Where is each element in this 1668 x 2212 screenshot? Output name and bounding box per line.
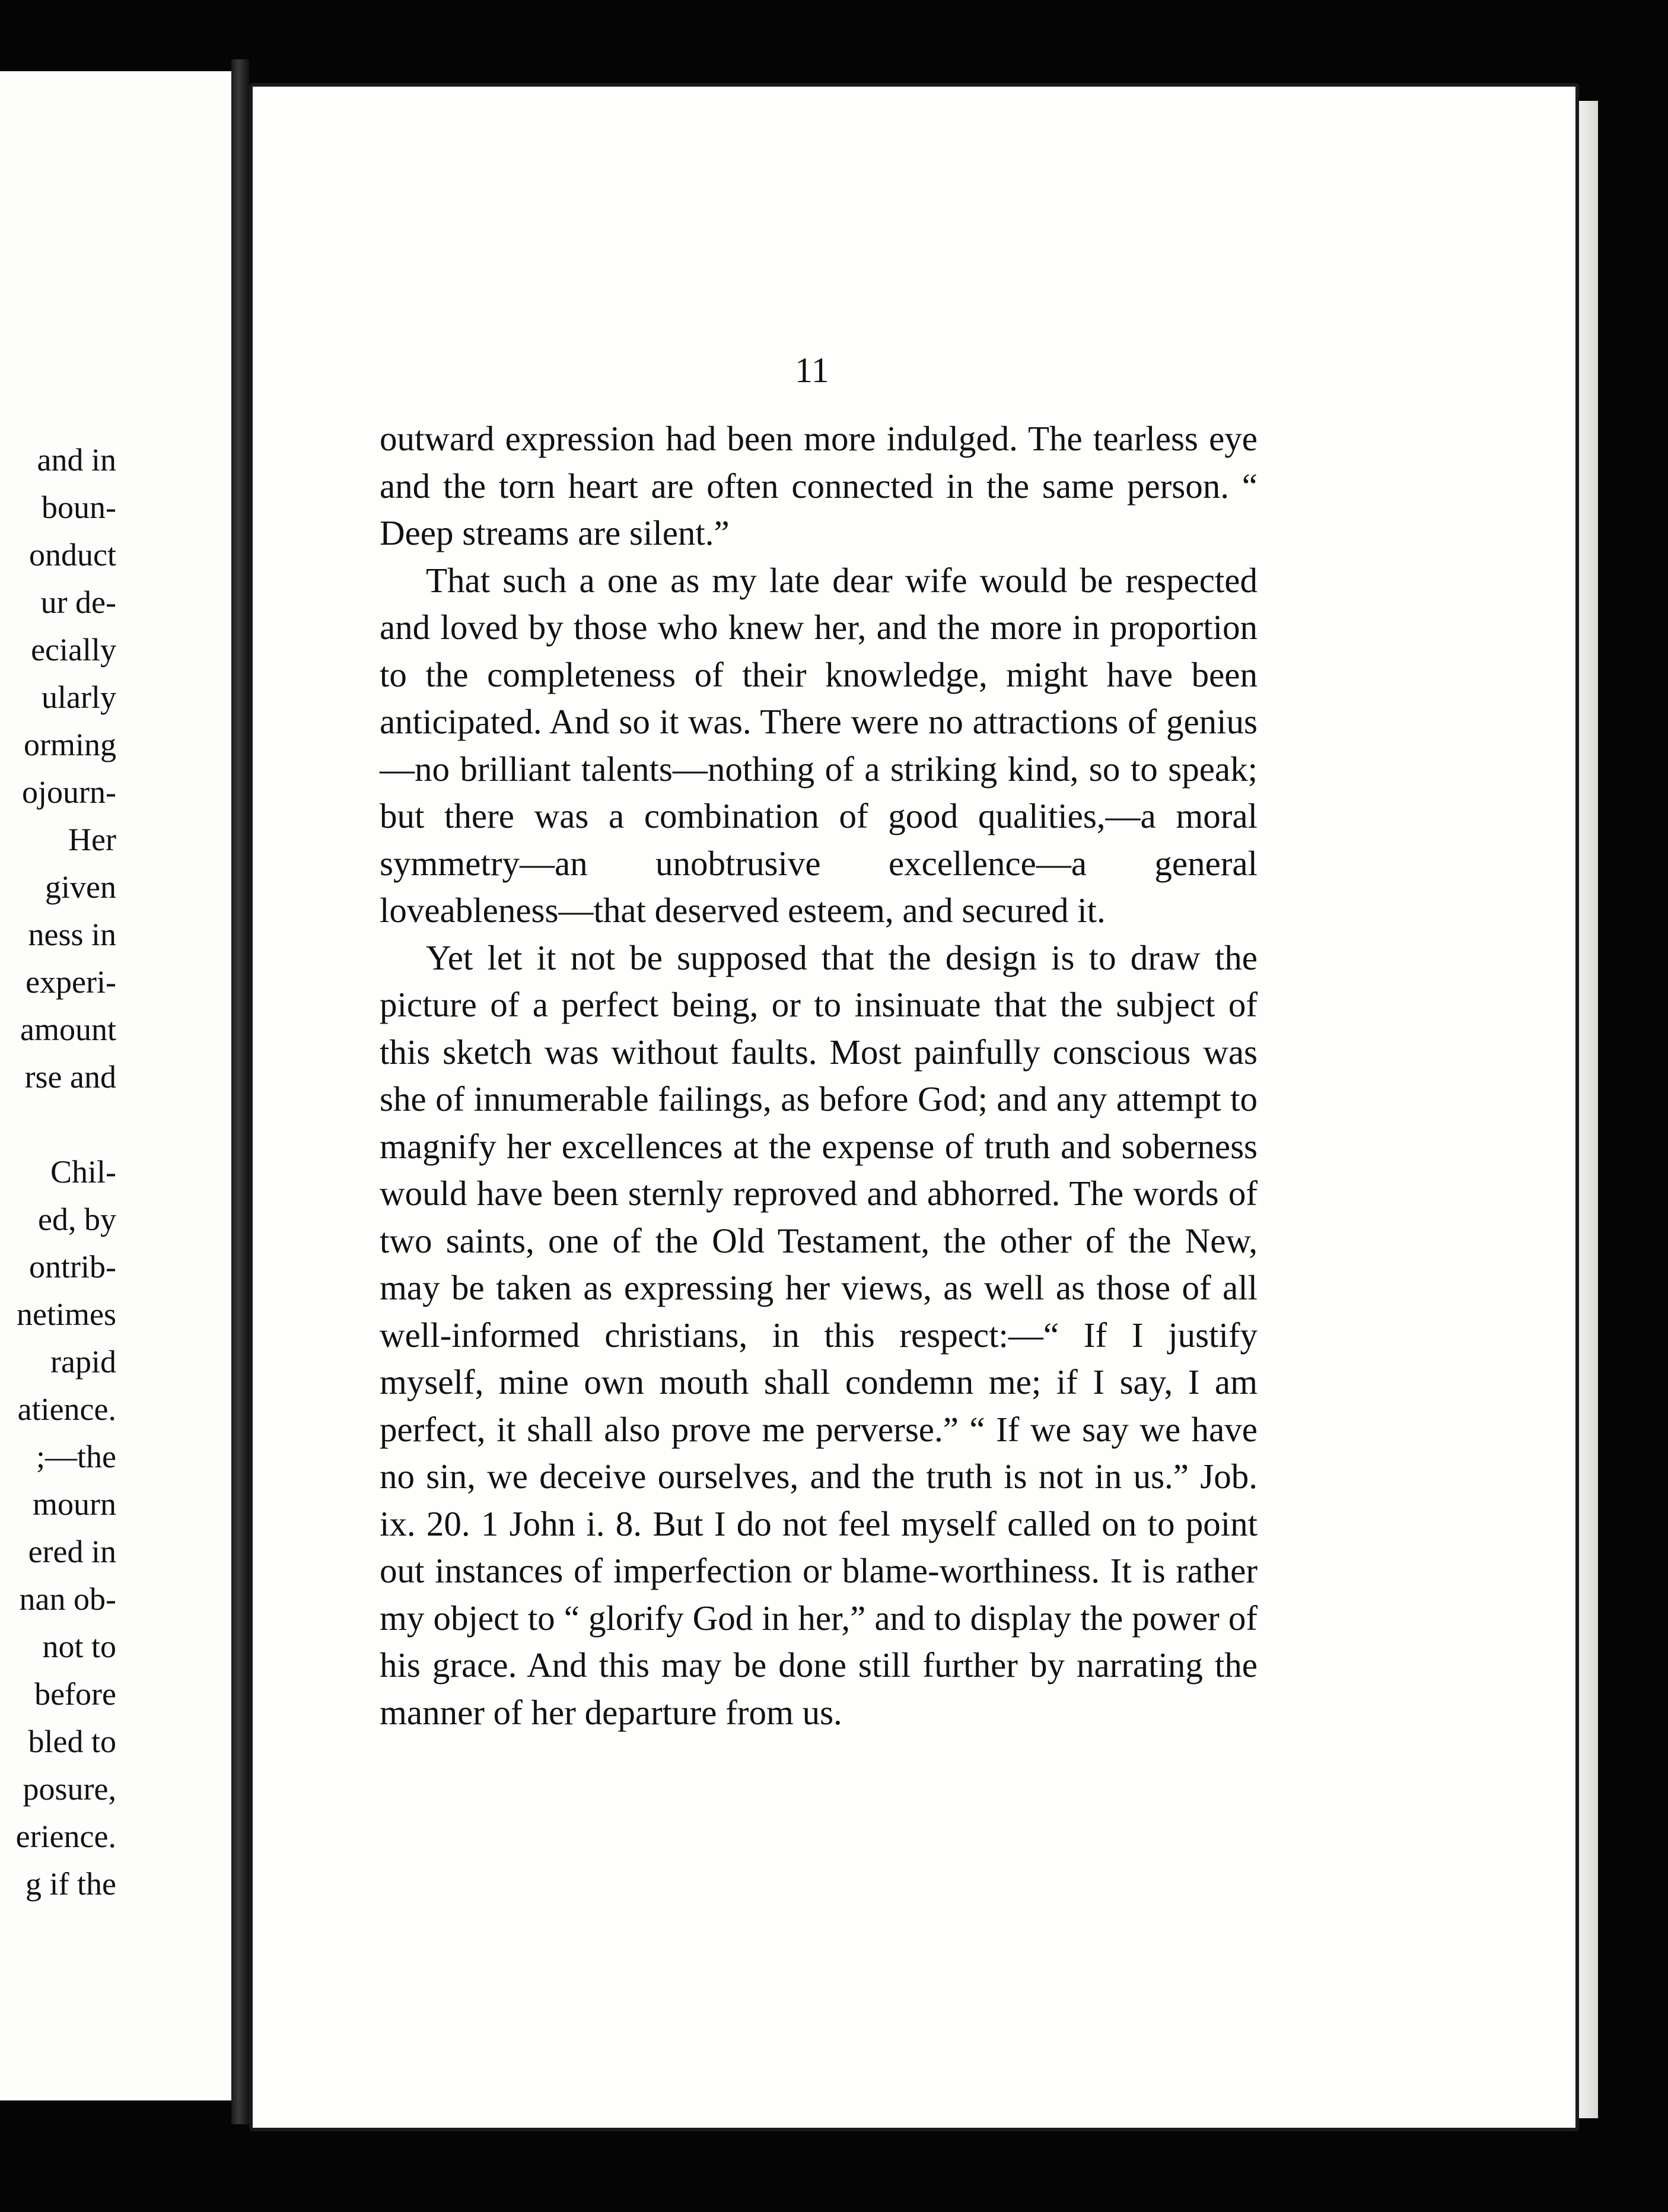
left-line: boun- — [42, 490, 116, 525]
left-line: atience. — [17, 1391, 116, 1427]
page-body — [380, 415, 1258, 1736]
left-line: ojourn- — [22, 774, 116, 810]
left-line: experi- — [26, 964, 116, 1000]
left-line: ularly — [42, 679, 116, 715]
left-facing-page — [0, 71, 235, 2100]
left-line: posure, — [23, 1771, 116, 1807]
left-line: mourn — [33, 1486, 116, 1522]
left-line: and in — [37, 442, 116, 478]
left-line: ;—the — [36, 1439, 116, 1474]
left-line: ur de- — [40, 584, 116, 620]
left-line: orming — [24, 727, 116, 762]
left-line: amount — [20, 1012, 116, 1047]
left-line — [0, 1101, 116, 1148]
left-line: ontrib- — [29, 1249, 116, 1285]
book-gutter — [231, 59, 249, 2124]
left-line: Chil- — [50, 1154, 116, 1190]
left-line: ness in — [28, 917, 116, 952]
left-line: not to — [42, 1629, 116, 1664]
left-line: given — [45, 869, 116, 905]
left-line: rapid — [50, 1344, 116, 1380]
left-line: ered in — [28, 1534, 116, 1569]
paragraph: outward expression had been more indulged. The tearless eye and the torn heart are often connected in the same person. “ Deep streams are silent.” — [380, 419, 1258, 552]
page-number: 11 — [795, 351, 829, 390]
left-page-text — [0, 436, 116, 1908]
left-line: bled to — [28, 1724, 116, 1759]
left-line: netimes — [17, 1296, 116, 1332]
left-line: ed, by — [38, 1202, 116, 1237]
paragraph: That such a one as my late dear wife would be respected and loved by those who knew her, and the more in proportion to the completeness of their knowledge, might have been anticipated. And so it was. There were no attractions of genius—no brilliant talents—nothing of a striking kind, so to speak; but there was a combination of good qualities,—a moral symmetry—an unobtrusive excellence—a general loveableness—that deserved esteem, and secured it. — [380, 560, 1258, 930]
left-line: nan ob- — [19, 1581, 116, 1617]
left-line: rse and — [24, 1059, 116, 1095]
paragraph: Yet let it not be supposed that the design is to draw the picture of a perfect being, or to insinuate that the subject of this sketch was without faults. Most painfully conscious was she of innumerable failings, as before God; and any attempt to magnify her excellences at the expense of truth and soberness would have been sternly reproved and abhorred. The words of two saints, one of the Old Testament, the other of the New, may be taken as expressing her views, as well as those of all well-informed christians, in this respect:—“ If I justify myself, mine own mouth shall condemn me; if I say, I am perfect, it shall also prove me perverse.” “ If we say we have no sin, we deceive ourselves, and the truth is not in us.” Job. ix. 20. 1 John i. 8. But I do not feel myself called on to point out instances of imperfection or blame-worthiness. It is rather my object to “ glorify God in her,” and to display the power of his grace. And this may be done still further by narrating the manner of her departure from us. — [380, 937, 1258, 1732]
left-line: erience. — [15, 1819, 116, 1854]
left-line: g if the — [26, 1866, 116, 1902]
left-line: Her — [68, 822, 116, 857]
left-line: before — [34, 1676, 116, 1712]
left-line: ecially — [31, 632, 116, 668]
left-line: onduct — [29, 537, 116, 573]
